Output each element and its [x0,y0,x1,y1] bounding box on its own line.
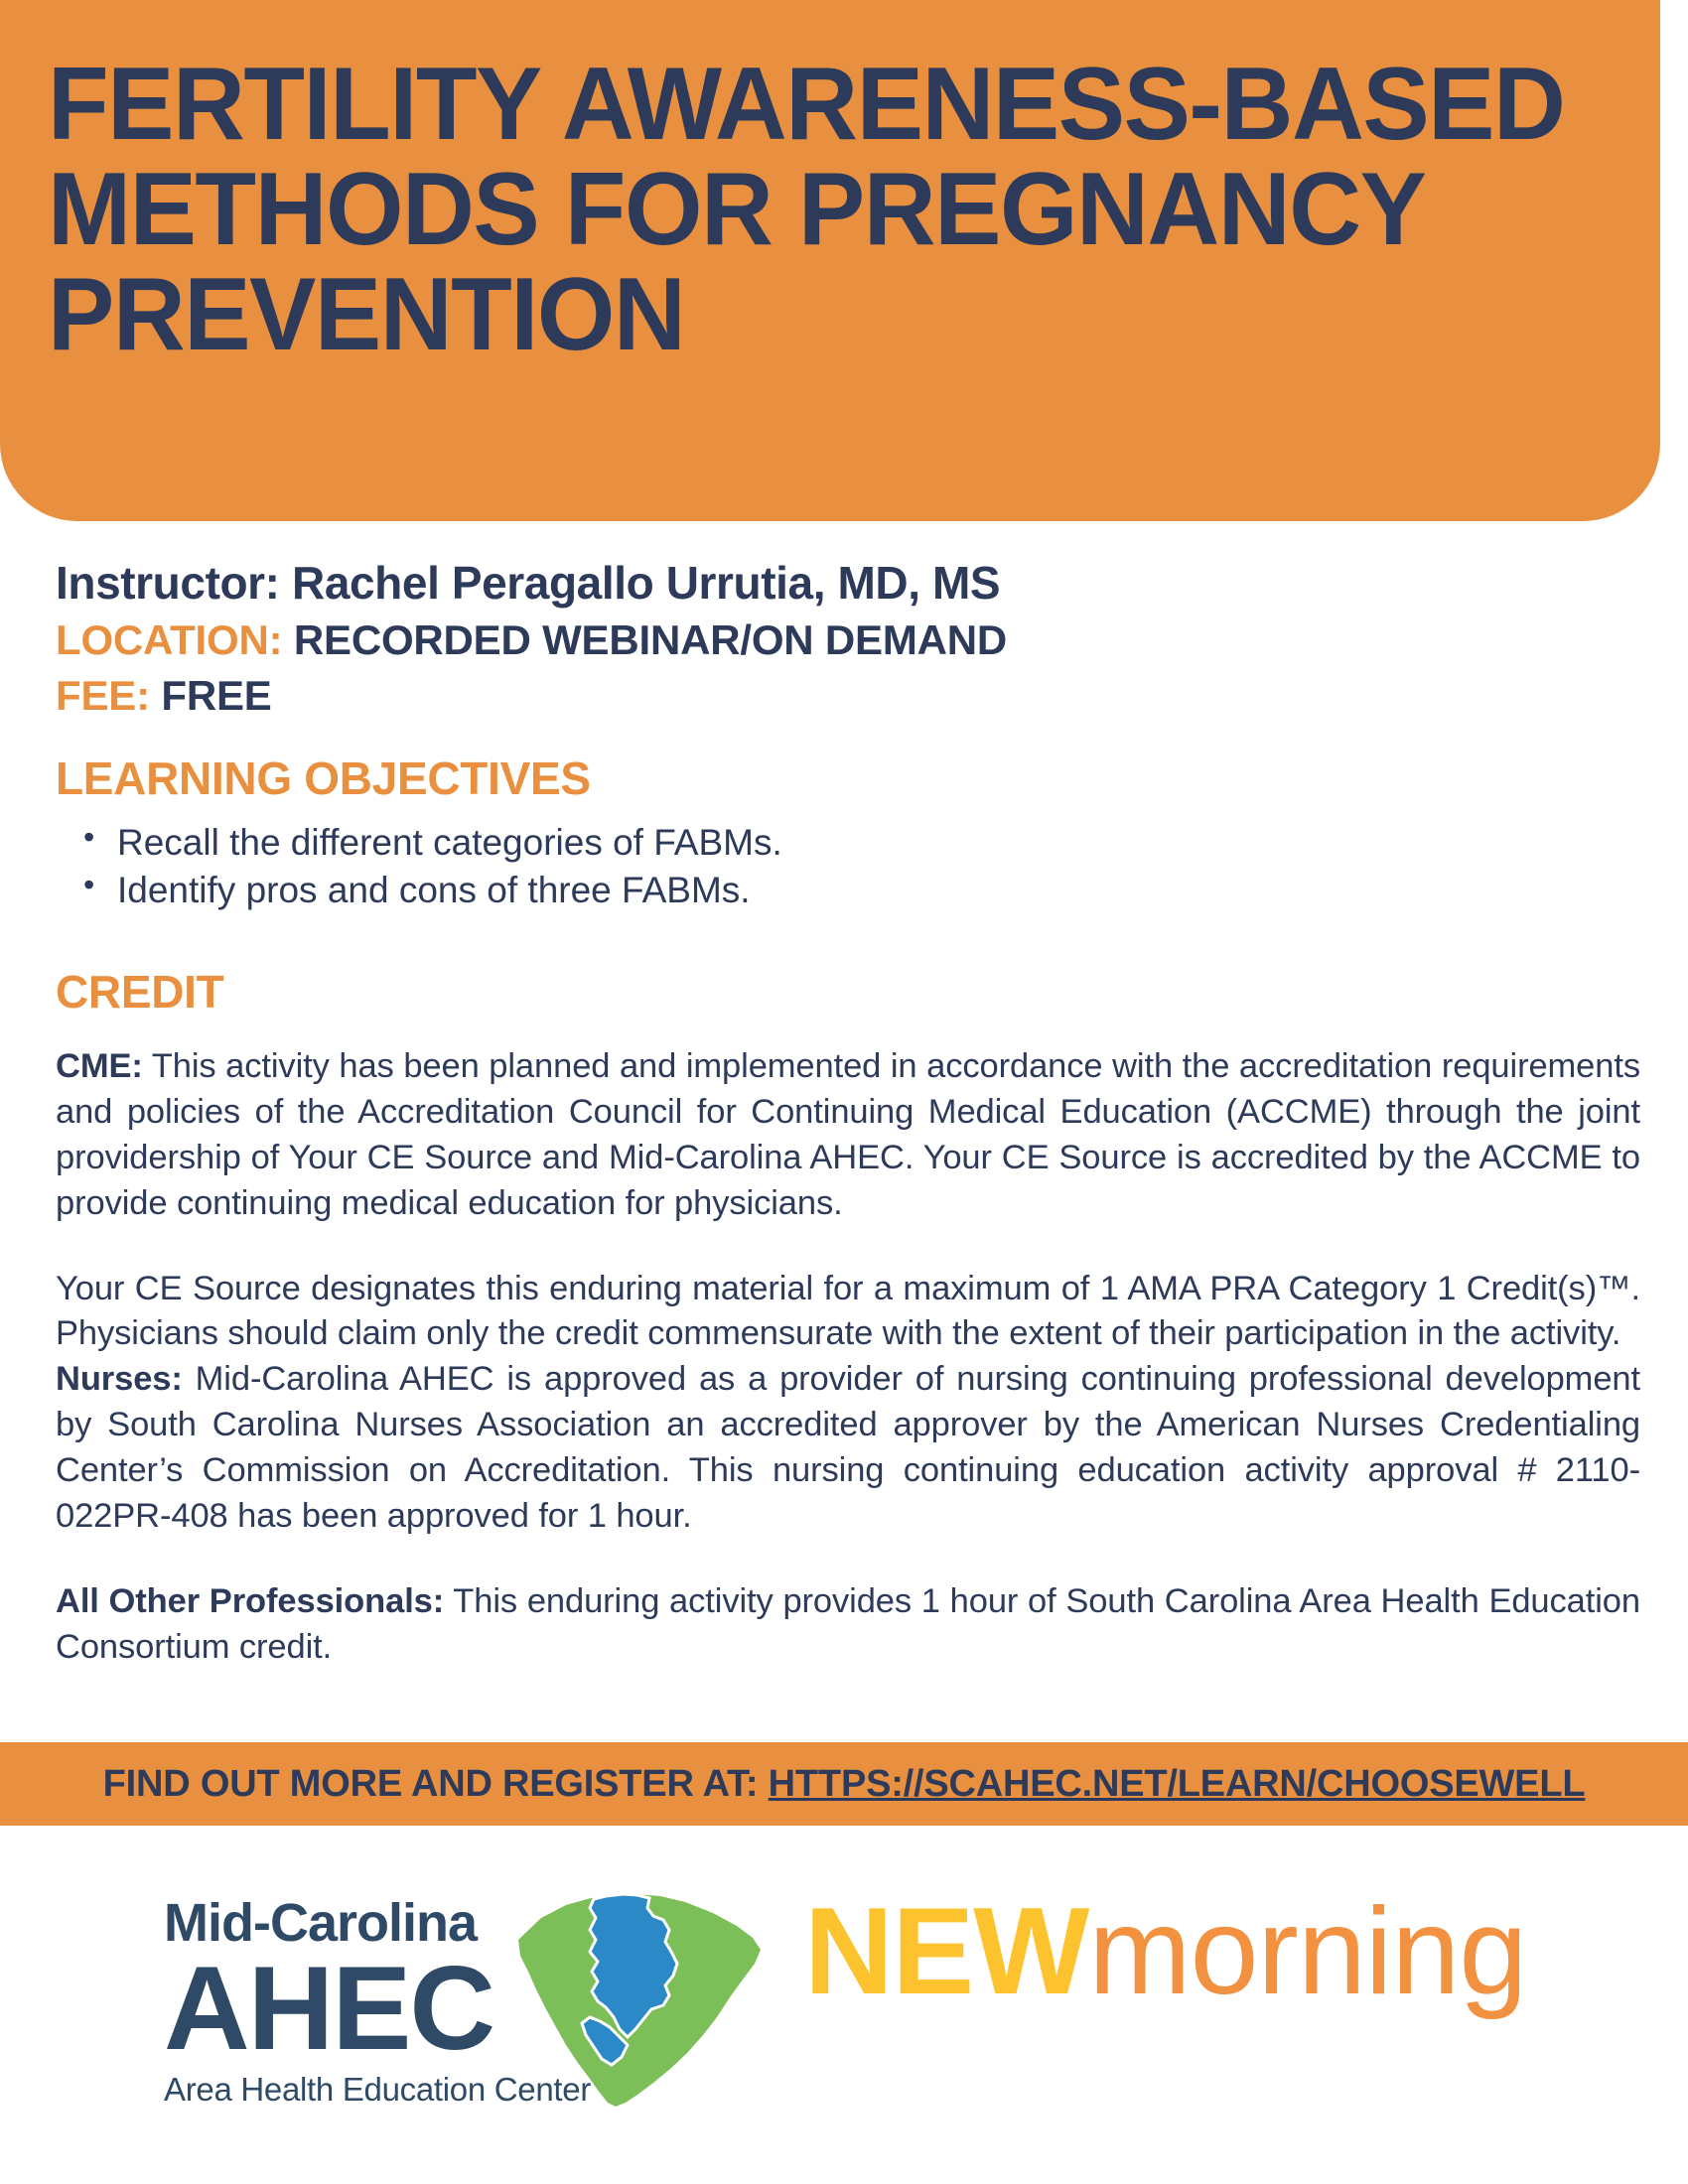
newmorning-logo [804,1883,1527,2020]
ahec-logo-line2: AHEC [164,1942,494,2075]
instructor-label: Instructor: [56,557,280,609]
fee-value: FREE [161,671,272,719]
register-prefix: FIND OUT MORE AND REGISTER AT: [102,1762,769,1805]
main-content [56,556,1640,1671]
header-banner [0,0,1660,521]
designation-text: Your CE Source designates this enduring material for a maximum of 1 AMA PRA Category 1 Credit(s)™. Physicians should claim only the credit commensurate with the extent of their participation in the activity. [56,1269,1640,1353]
nurses-label: Nurses: [56,1360,183,1399]
cme-paragraph [56,1044,1640,1227]
south-carolina-map-icon [487,1868,774,2116]
learning-objectives-heading: LEARNING OBJECTIVES [56,752,591,805]
instructor-line [56,556,1640,610]
location-label: LOCATION: [56,616,283,664]
credit-heading: CREDIT [56,966,224,1019]
nurses-paragraph [56,1357,1640,1540]
nurses-text: Mid-Carolina AHEC is approved as a provider of nursing continuing professional development by South Carolina Nurses Association an accredited approver by the American Nurses Credentialing Center’s Commission on Accreditation. This nursing continuing education activity approval # 2110-022PR-408 has been approved for 1 hour. [56,1360,1640,1535]
list-item: • Identify pros and cons of three FABMs. [117,867,1640,913]
other-professionals-text: This enduring activity provides 1 hour of South Carolina Area Health Education Consortium credit. [56,1581,1640,1666]
newmorning-new: NEW [804,1883,1089,2020]
instructor-value: Rachel Peragallo Urrutia, MD, MS [292,557,1001,609]
location-line [56,615,1640,665]
logo-row [0,1848,1688,2146]
ahec-logo [149,1868,765,2121]
register-text [103,1763,1586,1806]
designation-paragraph [56,1267,1640,1358]
newmorning-morning: morning [1088,1883,1527,2020]
cme-text: This activity has been planned and implemented in accordance with the accreditation requirements and policies of the Accreditation Council for Continuing Medical Education (ACCME) through the joint providership of Your CE Source and Mid-Carolina AHEC. Your CE Source is accredited by the ACCME to provide continuing medical education for physicians. [56,1047,1640,1222]
location-value: RECORDED WEBINAR/ON DEMAND [293,616,1008,664]
fee-line [56,671,1640,721]
other-professionals-paragraph [56,1579,1640,1671]
page-title: FERTILITY AWARENESS-BASED METHODS FOR PREGNANCY PREVENTION [48,47,1565,373]
list-item: • Recall the different categories of FABMs. [117,819,1640,866]
ahec-logo-line1: Mid-Carolina [164,1893,478,1953]
learning-objectives-list [56,819,1640,913]
ahec-logo-line3: Area Health Education Center [164,2071,592,2108]
register-bar [0,1742,1688,1826]
fee-label: FEE: [56,671,150,719]
register-url-link[interactable]: HTTPS://SCAHEC.NET/LEARN/CHOOSEWELL [768,1762,1586,1805]
cme-label: CME: [56,1047,143,1086]
other-professionals-label: All Other Professionals: [56,1581,445,1620]
